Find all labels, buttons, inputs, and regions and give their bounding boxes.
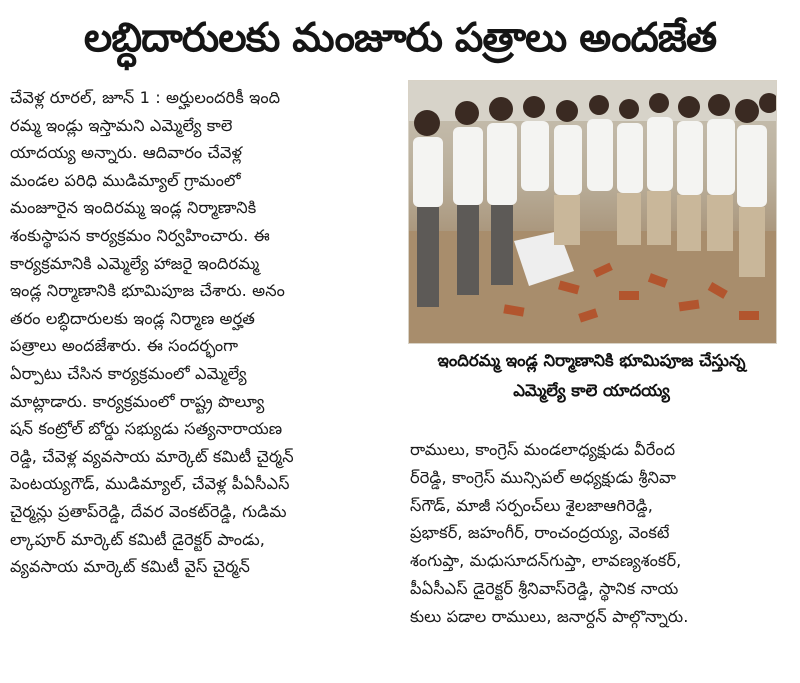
article-line: కార్యక్రమానికి ఎమ్మెల్యే హాజరై ఇందిరమ్మ <box>10 253 260 273</box>
photo-illustration <box>409 81 776 343</box>
article-line: తరం లబ్ధిదారులకు ఇండ్ల నిర్మాణ అర్హత <box>10 308 255 328</box>
article-line: పెంటయ్యగౌడ్, ముడిమ్యాల్, చేవెళ్ల పీఏసీఎస్ <box>10 474 290 494</box>
article-line: యాదయ్య అన్నారు. ఆదివారం చేవెళ్ల <box>10 143 243 163</box>
article-line: కులు పడాల రాములు, జనార్దన్ పాల్గొన్నారు. <box>410 606 689 626</box>
article-line: శంగుప్తా, మధుసూదన్‌గుప్తా, లావణ్యశంకర్, <box>410 551 682 571</box>
article-line: రెడ్డి, చేవెళ్ల వ్యవసాయ మార్కెట్ కమిటీ చైర్మన్ <box>10 446 294 466</box>
article-line: చేవెళ్ల రూరల్, జూన్ 1 : అర్హులందరికీ ఇంది <box>10 88 281 107</box>
caption-line: ఎమ్మెల్యే కాలె యాదయ్య <box>513 381 670 400</box>
article-line: ల్కాపూర్ మార్కెట్ కమిటీ డైరెక్టర్ పాండు, <box>10 529 266 549</box>
article-line: ఇండ్ల నిర్మాణానికి భూమిపూజ చేశారు. అనం <box>10 281 285 301</box>
news-photo <box>408 80 777 344</box>
article-right-column <box>410 436 790 631</box>
headline: లబ్ధిదారులకు మంజూరు పత్రాలు అందజేత <box>83 15 717 61</box>
article-line: చైర్మన్లు ప్రతాప్‌రెడ్డి, దేవర వెంకట్‌రెడ్డి, గుడిమ <box>10 501 287 521</box>
article-line: రాములు, కాంగ్రెస్ మండలాధ్యక్షుడు వీరేంద <box>410 440 676 459</box>
article-line: స్‌గౌడ్, మాజీ సర్పంచ్‌లు శైలజాఆగిరెడ్డి, <box>410 495 653 515</box>
article-line: పీఏసీఎస్ డైరెక్టర్ శ్రీనివాస్‌రెడ్డి, స్థానిక నాయ <box>410 578 679 598</box>
article-line: మండల పరిధి ముడిమ్యాల్ గ్రామంలో <box>10 170 241 190</box>
article-line: శంకుస్థాపన కార్యక్రమం నిర్వహించారు. ఈ <box>10 225 270 245</box>
article-left-column <box>10 84 402 581</box>
article-line: ర్‌రెడ్డి, కాంగ్రెస్ మున్సిపల్ అధ్యక్షుడు శ్రీనివా <box>410 467 677 487</box>
article-line: మాట్లాడారు. కార్యక్రమంలో రాష్ట్ర పొల్యూ <box>10 391 265 411</box>
article-line: మంజూరైన ఇందిరమ్మ ఇండ్ల నిర్మాణానికి <box>10 198 257 218</box>
article-line: వ్యవసాయ మార్కెట్ కమిటీ వైస్ చైర్మన్ <box>10 557 250 577</box>
article-line: ఏర్పాటు చేసిన కార్యక్రమంలో ఎమ్మెల్యే <box>10 363 247 383</box>
photo-caption <box>408 346 775 406</box>
article-line: ప్రభాకర్, జహంగీర్, రాంచంద్రయ్య, వెంకటే <box>410 523 670 543</box>
article-line: రమ్మ ఇండ్లు ఇస్తామని ఎమ్మెల్యే కాలె <box>10 115 233 135</box>
article-line: షన్ కంట్రోల్ బోర్డు సభ్యుడు సత్యనారాయణ <box>10 419 283 439</box>
caption-line: ఇందిరమ్మ ఇండ్ల నిర్మాణానికి భూమిపూజ చేస్తున్న <box>437 351 746 370</box>
article-line: పత్రాలు అందజేశారు. ఈ సందర్భంగా <box>10 336 239 356</box>
